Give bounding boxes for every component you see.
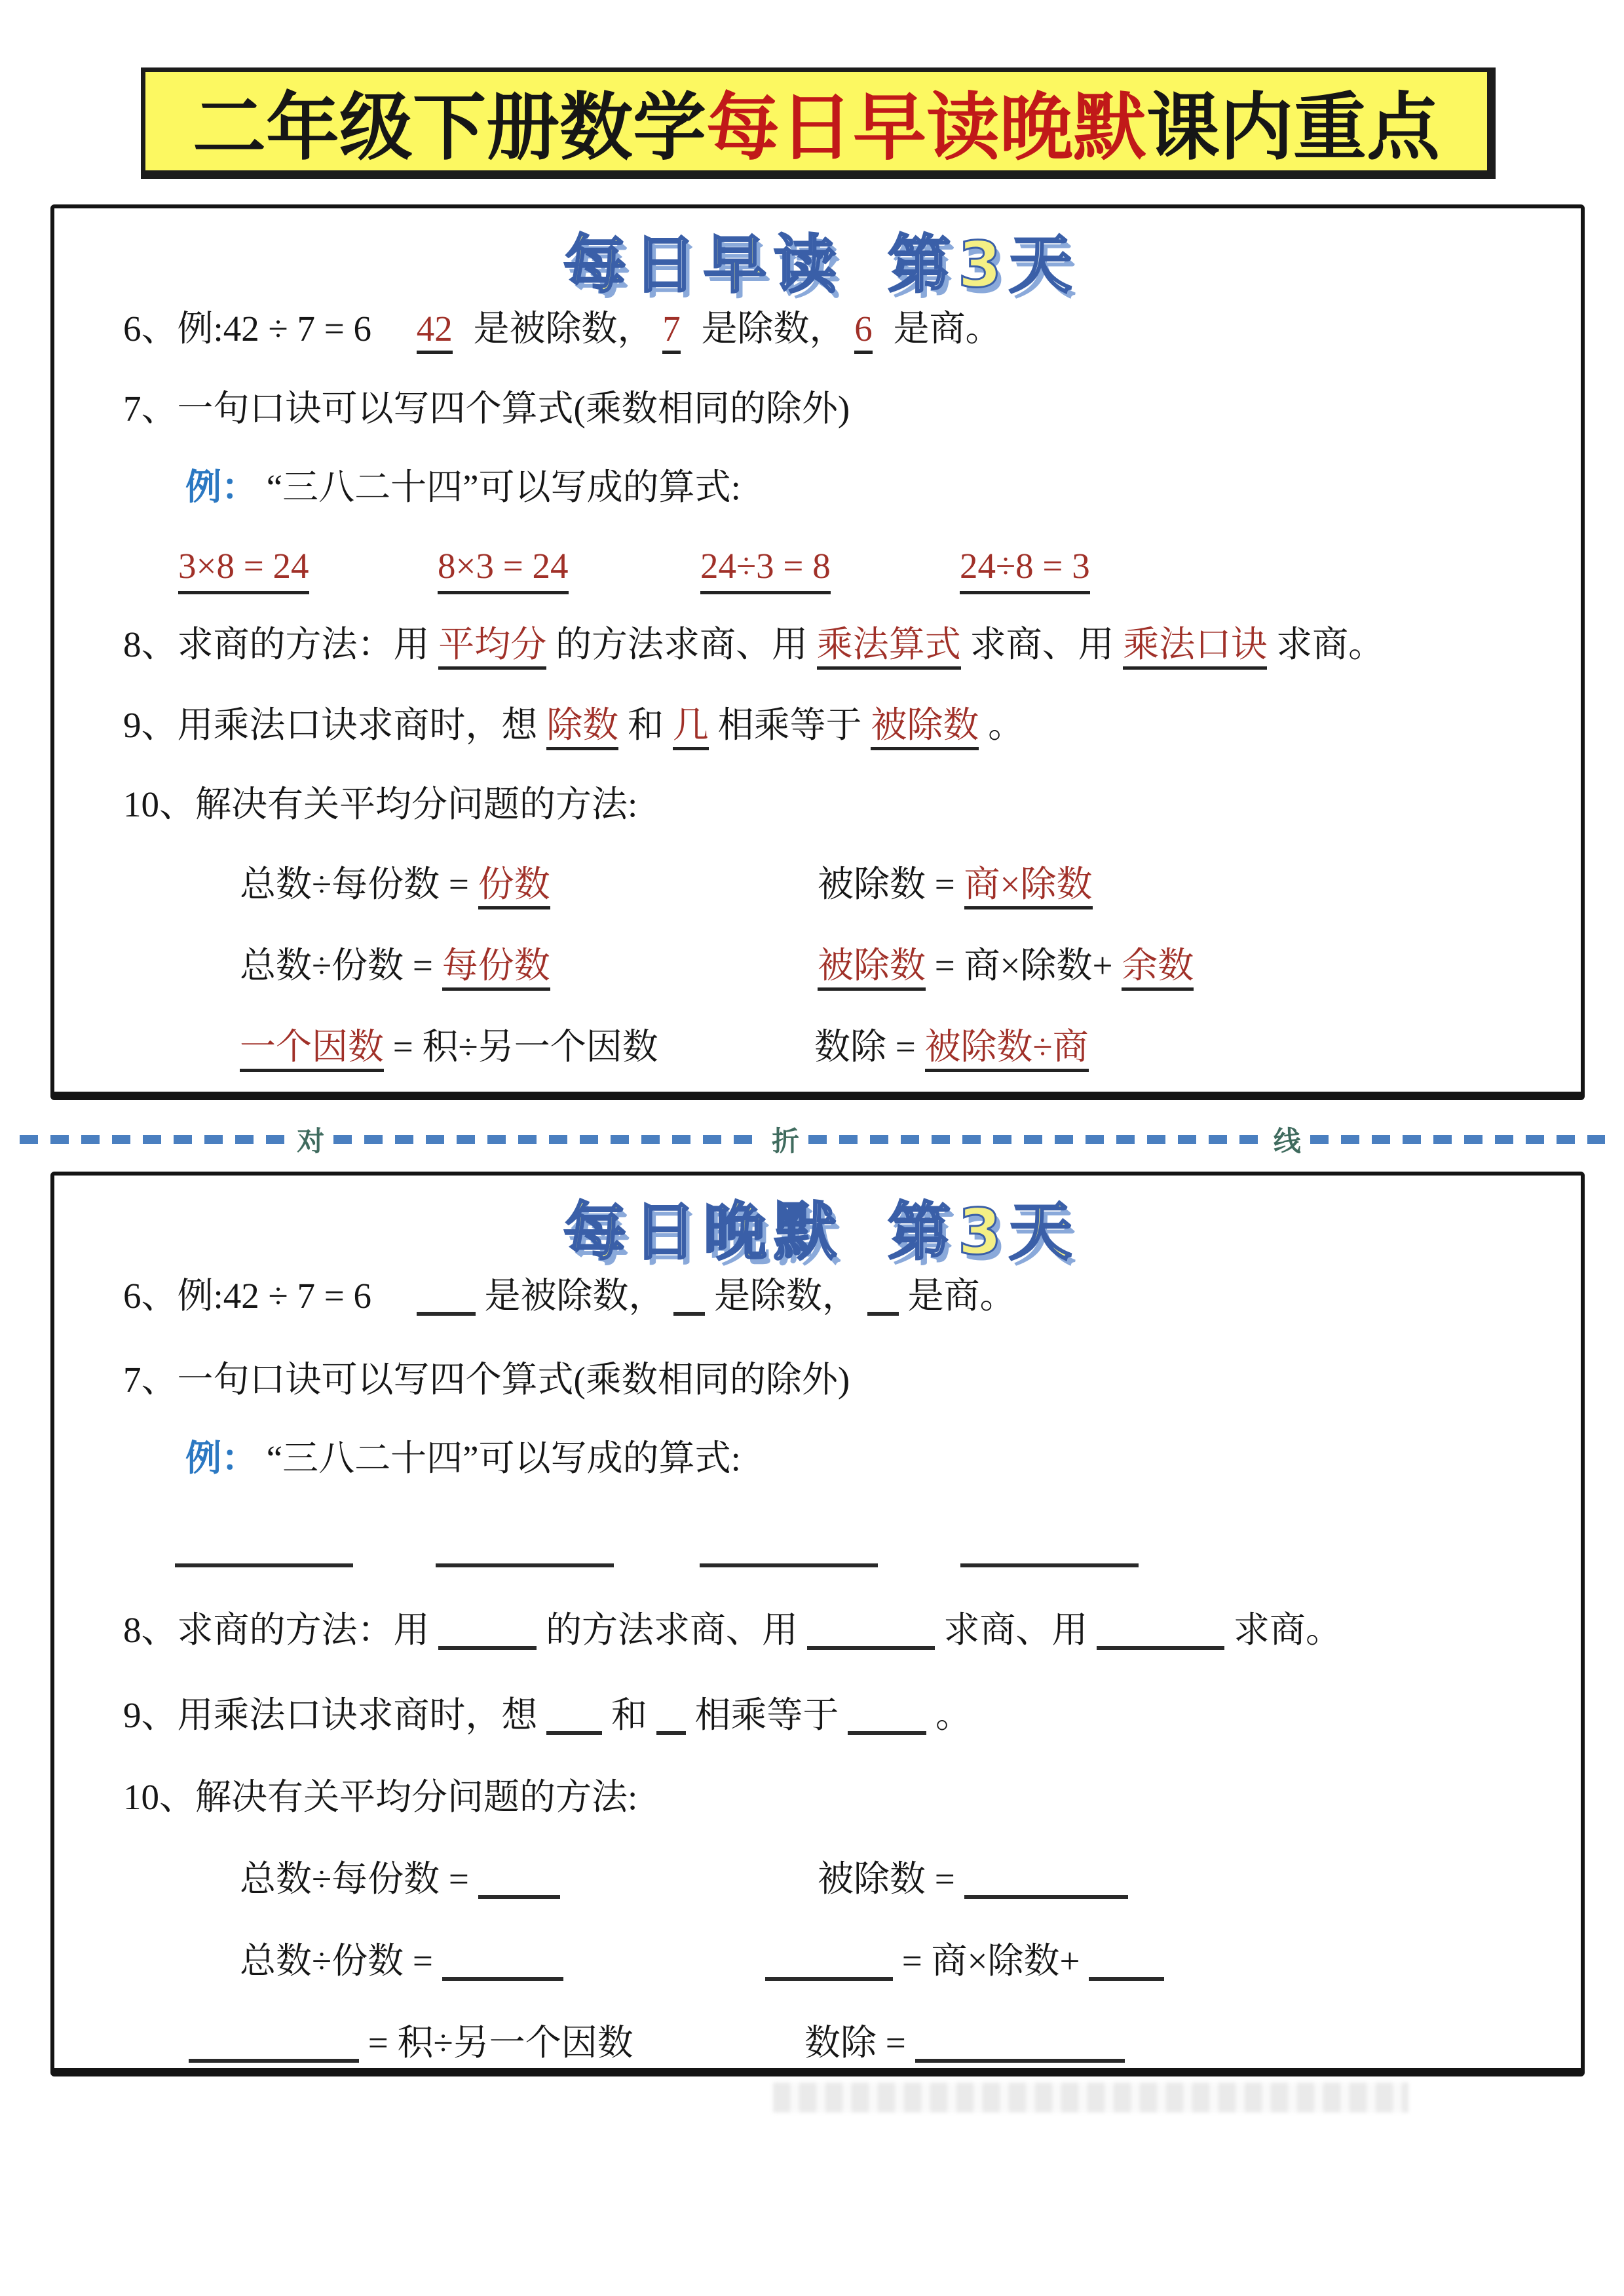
header-char: 日 bbox=[633, 228, 696, 301]
formula-text: = 商×除数+ bbox=[934, 946, 1113, 985]
blank-line bbox=[673, 1278, 705, 1316]
evening-item-6 bbox=[123, 1274, 1561, 1319]
watermark bbox=[773, 2082, 1408, 2113]
answer-red: 6 bbox=[854, 309, 873, 354]
blank-line bbox=[867, 1278, 899, 1316]
blank-line bbox=[442, 1943, 563, 1981]
morning-item-8 bbox=[123, 622, 1561, 668]
evening-example-line bbox=[185, 1436, 1561, 1482]
blank-line bbox=[848, 1697, 926, 1735]
blank-line bbox=[478, 1861, 560, 1899]
item-text: 的方法求商、用 bbox=[546, 1610, 799, 1650]
item-text: 9、用乘法口诀求商时，想 bbox=[123, 1695, 538, 1735]
header-char: 每 bbox=[563, 228, 626, 301]
blank-line bbox=[417, 1278, 476, 1316]
example-text: “三八二十四”可以写成的算式: bbox=[266, 1438, 741, 1478]
item-text: 6、例:42 ÷ 7 = 6 bbox=[123, 309, 371, 349]
item-text: 求商、用 bbox=[943, 1610, 1088, 1650]
equation: 8×3 = 24 bbox=[438, 544, 569, 594]
item-text: 8、求商的方法：用 bbox=[123, 1610, 430, 1650]
blank-line bbox=[546, 1697, 602, 1735]
formula-text: 总数÷每份数 = bbox=[240, 1859, 478, 1899]
item-text: 是除数， bbox=[701, 309, 846, 349]
formula-text: 数除 = bbox=[814, 1027, 925, 1067]
equation: 3×8 = 24 bbox=[178, 544, 309, 594]
fold-label-zhe: 折 bbox=[772, 1127, 800, 1157]
item-text: 是被除数， bbox=[484, 1276, 665, 1316]
formula-text: 总数÷每份数 = bbox=[240, 864, 478, 904]
evening-item-8 bbox=[123, 1608, 1561, 1653]
header-char: 天 bbox=[1009, 228, 1072, 301]
blank-line bbox=[700, 1529, 878, 1567]
banner-text-highlight: 每日早读晚默 bbox=[706, 87, 1146, 169]
item-text: 的方法求商、用 bbox=[556, 624, 808, 664]
formula-text: = 积÷另一个因数 bbox=[392, 1027, 658, 1067]
formula-text: 被除数 = bbox=[818, 1859, 964, 1899]
blank-line bbox=[436, 1529, 614, 1567]
formula-right bbox=[814, 1025, 1089, 1070]
example-label: 例： bbox=[185, 467, 258, 507]
item-text: 10、解决有关平均分问题的方法: bbox=[123, 784, 638, 824]
evening-dictation-header bbox=[54, 1182, 1581, 1272]
answer-red: 余数 bbox=[1122, 946, 1194, 991]
blank-line bbox=[807, 1612, 935, 1650]
fold-label-dui: 对 bbox=[297, 1127, 325, 1157]
evening-item-9 bbox=[123, 1693, 1561, 1738]
blank-line bbox=[1097, 1612, 1224, 1650]
formula-text: 被除数 = bbox=[818, 864, 964, 904]
item-text: 9、用乘法口诀求商时，想 bbox=[123, 705, 538, 745]
item-text: 8、求商的方法：用 bbox=[123, 624, 430, 664]
morning-reading-box bbox=[50, 204, 1585, 1100]
answer-red: 被除数 bbox=[871, 705, 979, 750]
formula-text: 总数÷份数 = bbox=[240, 1941, 442, 1981]
item-text: 7、一句口诀可以写四个算式(乘数相同的除外) bbox=[123, 1360, 850, 1400]
item-text: 是除数， bbox=[714, 1276, 859, 1316]
banner-text-right: 课内重点 bbox=[1146, 87, 1440, 169]
answer-red: 被除数÷商 bbox=[925, 1027, 1089, 1072]
answer-red: 被除数 bbox=[818, 946, 926, 991]
header-char: 日 bbox=[633, 1195, 696, 1269]
answer-red: 42 bbox=[417, 309, 453, 354]
equation: 24÷3 = 8 bbox=[700, 544, 831, 594]
item-text: 。 bbox=[935, 1695, 972, 1735]
item-text: 10、解决有关平均分问题的方法: bbox=[123, 1777, 638, 1817]
item-text: 7、一句口诀可以写四个算式(乘数相同的除外) bbox=[123, 389, 850, 429]
morning-item-9 bbox=[123, 703, 1561, 748]
answer-red: 平均分 bbox=[438, 624, 546, 670]
blank-line bbox=[964, 1861, 1128, 1899]
item-text: 相乘等于 bbox=[717, 705, 862, 745]
item-text: 是商。 bbox=[907, 1276, 1016, 1316]
item-text: 求商、用 bbox=[970, 624, 1114, 664]
answer-red: 商×除数 bbox=[964, 864, 1093, 909]
blank-line bbox=[189, 2025, 359, 2063]
formula-left bbox=[240, 944, 550, 989]
morning-example-line bbox=[185, 465, 1561, 510]
answer-red: 一个因数 bbox=[240, 1027, 384, 1072]
morning-item-6 bbox=[123, 307, 1561, 352]
fold-dashes bbox=[808, 1135, 1264, 1144]
blank-line bbox=[175, 1529, 353, 1567]
item-text: 相乘等于 bbox=[694, 1695, 839, 1735]
answer-red: 份数 bbox=[478, 864, 550, 909]
fold-dashes bbox=[20, 1135, 288, 1144]
evening-item-10 bbox=[123, 1775, 1561, 1820]
header-char: 第 bbox=[888, 228, 951, 301]
item-text: 6、例:42 ÷ 7 = 6 bbox=[123, 1276, 371, 1316]
morning-item-10 bbox=[123, 782, 1561, 828]
header-char: 每 bbox=[563, 1195, 626, 1269]
header-char: 读 bbox=[774, 228, 837, 301]
fold-label-xian: 线 bbox=[1273, 1127, 1301, 1157]
formula-text: = 商×除数+ bbox=[901, 1941, 1080, 1981]
morning-reading-header bbox=[54, 215, 1581, 305]
answer-red: 每份数 bbox=[442, 946, 550, 991]
title-banner bbox=[141, 67, 1496, 179]
answer-red: 几 bbox=[673, 705, 709, 750]
formula-right bbox=[818, 862, 1093, 908]
header-char: 3 bbox=[958, 228, 1002, 301]
item-text: 是商。 bbox=[893, 309, 1002, 349]
formula-text: = 积÷另一个因数 bbox=[368, 2023, 633, 2063]
evening-item-7 bbox=[123, 1358, 1561, 1403]
formula-right bbox=[804, 2021, 1125, 2066]
formula-right bbox=[818, 1857, 1128, 1902]
fold-dashes bbox=[1310, 1135, 1605, 1144]
formula-right bbox=[765, 1939, 1164, 1984]
blank-line bbox=[438, 1612, 537, 1650]
header-char: 默 bbox=[774, 1195, 837, 1269]
fold-line bbox=[20, 1124, 1605, 1155]
formula-left bbox=[240, 1857, 560, 1902]
formula-left bbox=[240, 1939, 563, 1984]
blank-line bbox=[960, 1529, 1139, 1567]
header-char: 晚 bbox=[704, 1195, 766, 1269]
blank-line bbox=[1089, 1943, 1164, 1981]
evening-dictation-box bbox=[50, 1172, 1585, 2076]
equation: 24÷8 = 3 bbox=[960, 544, 1090, 594]
formula-text: 数除 = bbox=[804, 2023, 915, 2063]
example-label: 例： bbox=[185, 1438, 258, 1478]
blank-line bbox=[915, 2025, 1125, 2063]
answer-red: 乘法口诀 bbox=[1123, 624, 1267, 670]
formula-left bbox=[240, 1025, 658, 1070]
formula-right bbox=[818, 944, 1194, 989]
blank-line bbox=[765, 1943, 893, 1981]
item-text: 求商。 bbox=[1276, 624, 1385, 664]
formula-left bbox=[189, 2021, 633, 2066]
fold-dashes bbox=[333, 1135, 763, 1144]
formula-text: 总数÷份数 = bbox=[240, 946, 442, 985]
blank-line bbox=[656, 1697, 686, 1735]
banner-text-left: 二年级下册数学 bbox=[193, 87, 706, 169]
item-text: 和 bbox=[611, 1695, 648, 1735]
header-char: 3 bbox=[958, 1195, 1002, 1269]
item-text: 求商。 bbox=[1234, 1610, 1342, 1650]
item-text: 和 bbox=[628, 705, 664, 745]
header-char: 第 bbox=[888, 1195, 951, 1269]
header-char: 天 bbox=[1009, 1195, 1072, 1269]
item-text: 。 bbox=[988, 705, 1025, 745]
morning-item-7 bbox=[123, 387, 1561, 432]
example-text: “三八二十四”可以写成的算式: bbox=[266, 467, 741, 507]
answer-red: 除数 bbox=[546, 705, 618, 750]
header-char: 早 bbox=[704, 228, 766, 301]
answer-red: 7 bbox=[662, 309, 681, 354]
formula-left bbox=[240, 862, 550, 908]
item-text: 是被除数， bbox=[473, 309, 654, 349]
answer-red: 乘法算式 bbox=[817, 624, 961, 670]
